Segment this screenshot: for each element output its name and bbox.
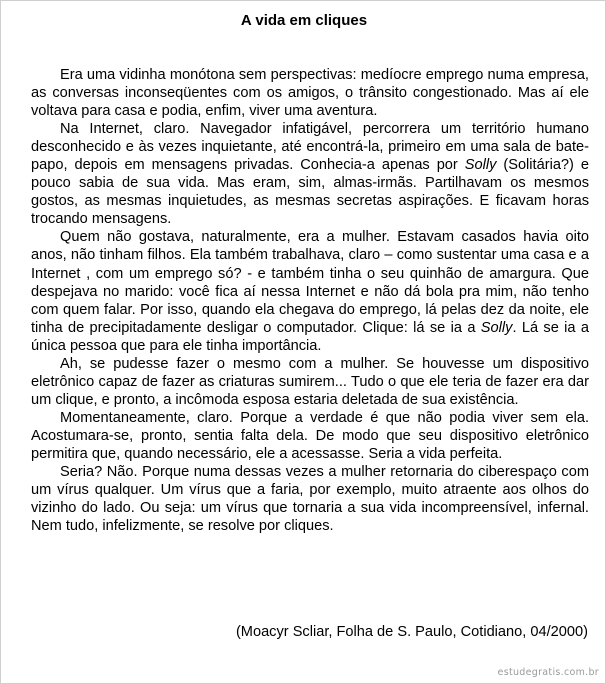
paragraph-2-text-part-1: Na Internet, claro. Navegador infatigável, percorrera um território humano desconhecido e às vezes inquietante, até encontrá-la, primeiro em uma sala de bate-papo, depois em mensagens privadas. Conhecia-a apenas por bbox=[31, 121, 589, 174]
source-citation: (Moacyr Scliar, Folha de S. Paulo, Cotidiano, 04/2000) bbox=[235, 624, 588, 640]
paragraph-3 bbox=[31, 228, 589, 354]
document-title: A vida em cliques bbox=[240, 12, 368, 29]
paragraph-6 bbox=[31, 463, 589, 535]
paragraph-3-italic-name: Solly bbox=[480, 319, 513, 336]
paragraph-3-text-part-1: Quem não gostava, naturalmente, era a mulher. Estavam casados havia oito anos, não tinham filhos. Ela também trabalhava, claro – como sustentar uma casa e a Internet , com um emprego só? - e também tinha o seu quinhão de amargura. Que despejava no marido: você fica aí nessa Internet e não dá bola pra mim, não tenho com quem falar. Por isso, quando ela chegava do emprego, lá pelas dez da noite, ele tinha de precipitadamente desligar o computador. Clique: lá se ia a bbox=[31, 229, 589, 336]
paragraph-5 bbox=[31, 409, 589, 463]
paragraph-2-text-part-2: (Solitária?) e pouco sabia de sua vida. Mas eram, sim, almas-irmãs. Partilhavam os mesmos gostos, as mesmas inquietudes, as mesmas secretas aspirações. E ficavam horas trocando mensagens. bbox=[31, 157, 589, 228]
paragraph-6-text: Seria? Não. Porque numa dessas vezes a mulher retornaria do ciberespaço com um vírus qualquer. Um vírus que a faria, por exemplo, muito atraente aos olhos do vizinho do lado. Ou seja: um vírus que tornaria a sua vida incompreensível, infernal. Nem tudo, infelizmente, se resolve por cliques. bbox=[31, 464, 589, 535]
paragraph-1-text: Era uma vidinha monótona sem perspectivas: medíocre emprego numa empresa, as conversas inconseqüentes com os amigos, o trânsito congestionado. Mas aí ele voltava para casa e podia, enfim, viver uma aventura. bbox=[31, 67, 589, 120]
paragraph-2-italic-name: Solly bbox=[464, 157, 497, 174]
paragraph-5-text: Momentaneamente, claro. Porque a verdade é que não podia viver sem ela. Acostumara-se, pronto, sentia falta dela. De modo que seu dispositivo eletrônico permitira que, quando necessário, ele a acessasse. Seria a vida perfeita. bbox=[31, 409, 589, 462]
paragraph-4 bbox=[31, 355, 589, 409]
paragraph-1 bbox=[31, 66, 589, 120]
paragraph-3-text-part-2: . Lá se ia a única pessoa que para ele tinha importância. bbox=[31, 319, 589, 354]
paragraph-2 bbox=[31, 120, 589, 228]
document-body bbox=[31, 66, 589, 535]
site-watermark: estudegratis.com.br bbox=[497, 667, 599, 678]
paragraph-4-text: Ah, se pudesse fazer o mesmo com a mulher. Se houvesse um dispositivo eletrônico capaz de fazer as criaturas sumirem... Tudo o que ele teria de fazer era dar um clique, e pronto, a incômoda esposa estaria deletada de sua existência. bbox=[31, 355, 589, 408]
